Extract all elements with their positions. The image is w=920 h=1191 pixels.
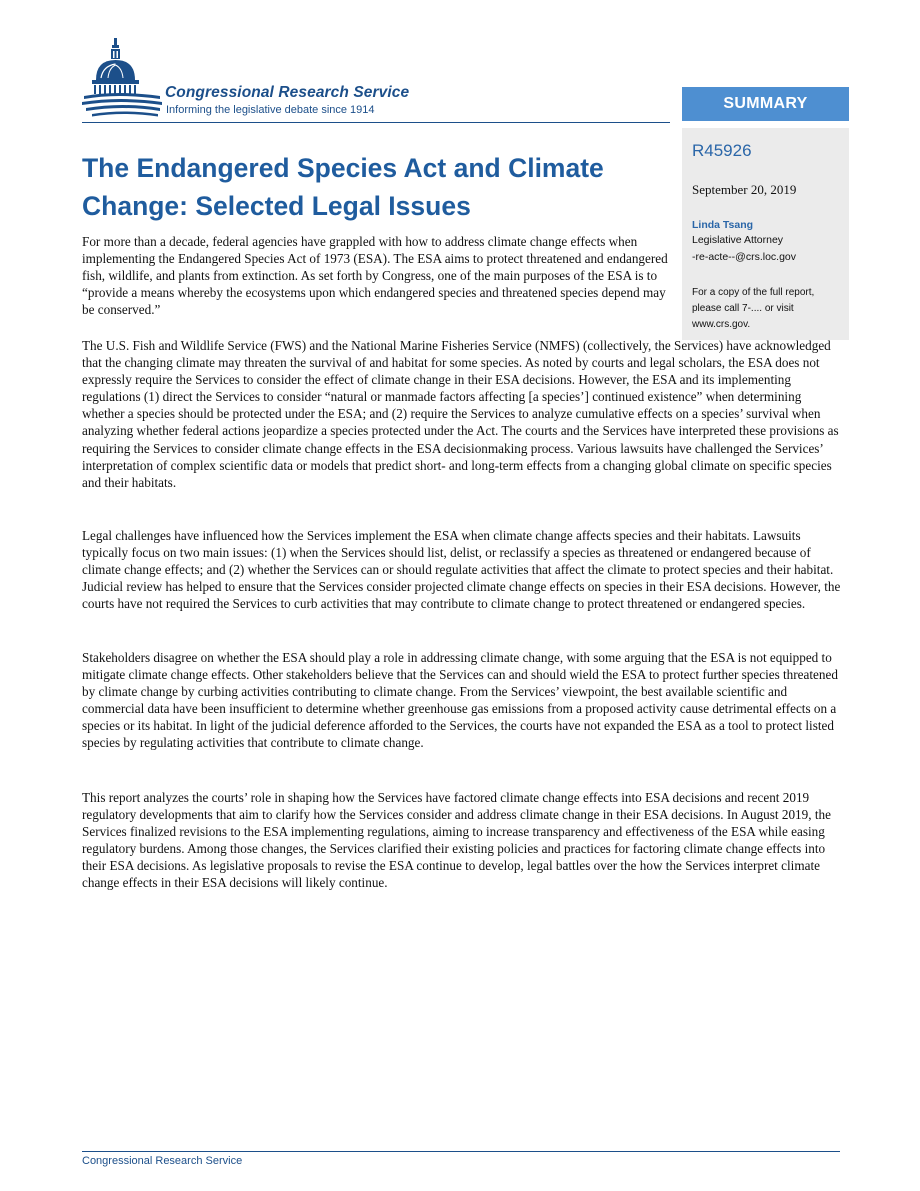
footer-text: Congressional Research Service: [82, 1155, 243, 1167]
footer-divider: [82, 1151, 840, 1152]
report-date: September 20, 2019: [692, 182, 797, 197]
author-name: Linda Tsang: [692, 219, 754, 231]
header-divider: [82, 122, 670, 123]
body-paragraph: For more than a decade, federal agencies have grappled with how to address climate change effects when implementing the Endangered Species Act of 1973 (ESA). The ESA aims to protect threatened and endangered fish, wildlife, and plants from extinction. As set forth by Congress, one of the main purposes of the ESA is to “provide a means whereby the ecosystems upon which endangered species and threatened species depend may be conserved.”: [82, 234, 668, 318]
author-email[interactable]: -re-acte--@crs.loc.gov: [692, 251, 797, 263]
body-paragraph: Stakeholders disagree on whether the ESA should play a role in addressing climate change, with some arguing that the ESA is not equipped to mitigate climate change effects. Other stakeholders believe that the Services can and should wield the ESA to protect further species threatened by climate change by curbing activities contributing to climate change. From the Services’ viewpoint, the best available scientific and commercial data have been insufficient to determine whether greenhouse gas emissions from a proposed activity cause detrimental effects on a species or its habitat. In light of the judicial deference afforded to the Services, the courts have not expanded the ESA as a tool to protect listed species by regulating activities that contribute to climate change.: [82, 650, 838, 751]
copy-note: For a copy of the full report, please call 7-.... or visit www.crs.gov.: [692, 287, 815, 330]
body-paragraph: This report analyzes the courts’ role in shaping how the Services have factored climate change effects into ESA decisions and recent 2019 regulatory developments that aim to clarify how the Services consider and address climate change in their ESA decisions. In August 2019, the Services finalized revisions to the ESA implementing regulations, aiming to increase transparency and effectiveness of the ESA while easing regulatory burdens. Among those changes, the Services clarified their existing policies and practices for factoring climate change effects into their ESA decisions. As legislative proposals to revise the ESA continue to develop, legal battles over the how the Services interpret climate change effects in their ESA decisions will likely continue.: [82, 790, 831, 891]
body-paragraph: Legal challenges have influenced how the Services implement the ESA when climate change affects species and their habitats. Lawsuits typically focus on two main issues: (1) when the Services should list, delist, or reclassify a species as threatened or endangered because of climate change effects; and (2) whether the Services can or should regulate activities that affect the climate to protect species and their habitat. Judicial review has helped to ensure that the Services consider projected climate change effects on species in their ESA decisions. However, the courts have not required the Services to curb activities that may contribute to climate change to protect threatened or endangered species.: [82, 528, 841, 612]
body-paragraph: The U.S. Fish and Wildlife Service (FWS) and the National Marine Fisheries Service (NMFS) (collectively, the Services) have acknowledged that the changing climate may threaten the survival of and habitat for some species. As noted by courts and legal scholars, the ESA does not expressly require the Services to consider the effect of climate change in their ESA decisions. However, the ESA and its implementing regulations (1) direct the Services to consider “natural or manmade factors affecting [a species’] continued existence” when determining whether a species should be protected under the ESA; and (2) require the Services to analyze cumulative effects on a species’ survival when analyzing whether federal actions jeopardize a species protected under the Act. The courts and the Services have interpreted these provisions as requiring the Services to consider climate change effects in the ESA decisionmaking process. Various lawsuits have challenged the Services’ interpretation of complex scientific data or models that predict short- and long-term effects from a changing global climate on specific species and their habitats.: [82, 338, 839, 490]
brand-name: Congressional Research Service: [165, 84, 410, 101]
summary-sidebar: [682, 128, 849, 340]
page-title: The Endangered Species Act and Climate Change: Selected Legal Issues: [82, 153, 604, 221]
report-number: R45926: [692, 141, 752, 160]
brand-tagline: Informing the legislative debate since 1914: [166, 104, 375, 116]
author-title: Legislative Attorney: [692, 234, 784, 246]
summary-label: SUMMARY: [682, 87, 849, 121]
